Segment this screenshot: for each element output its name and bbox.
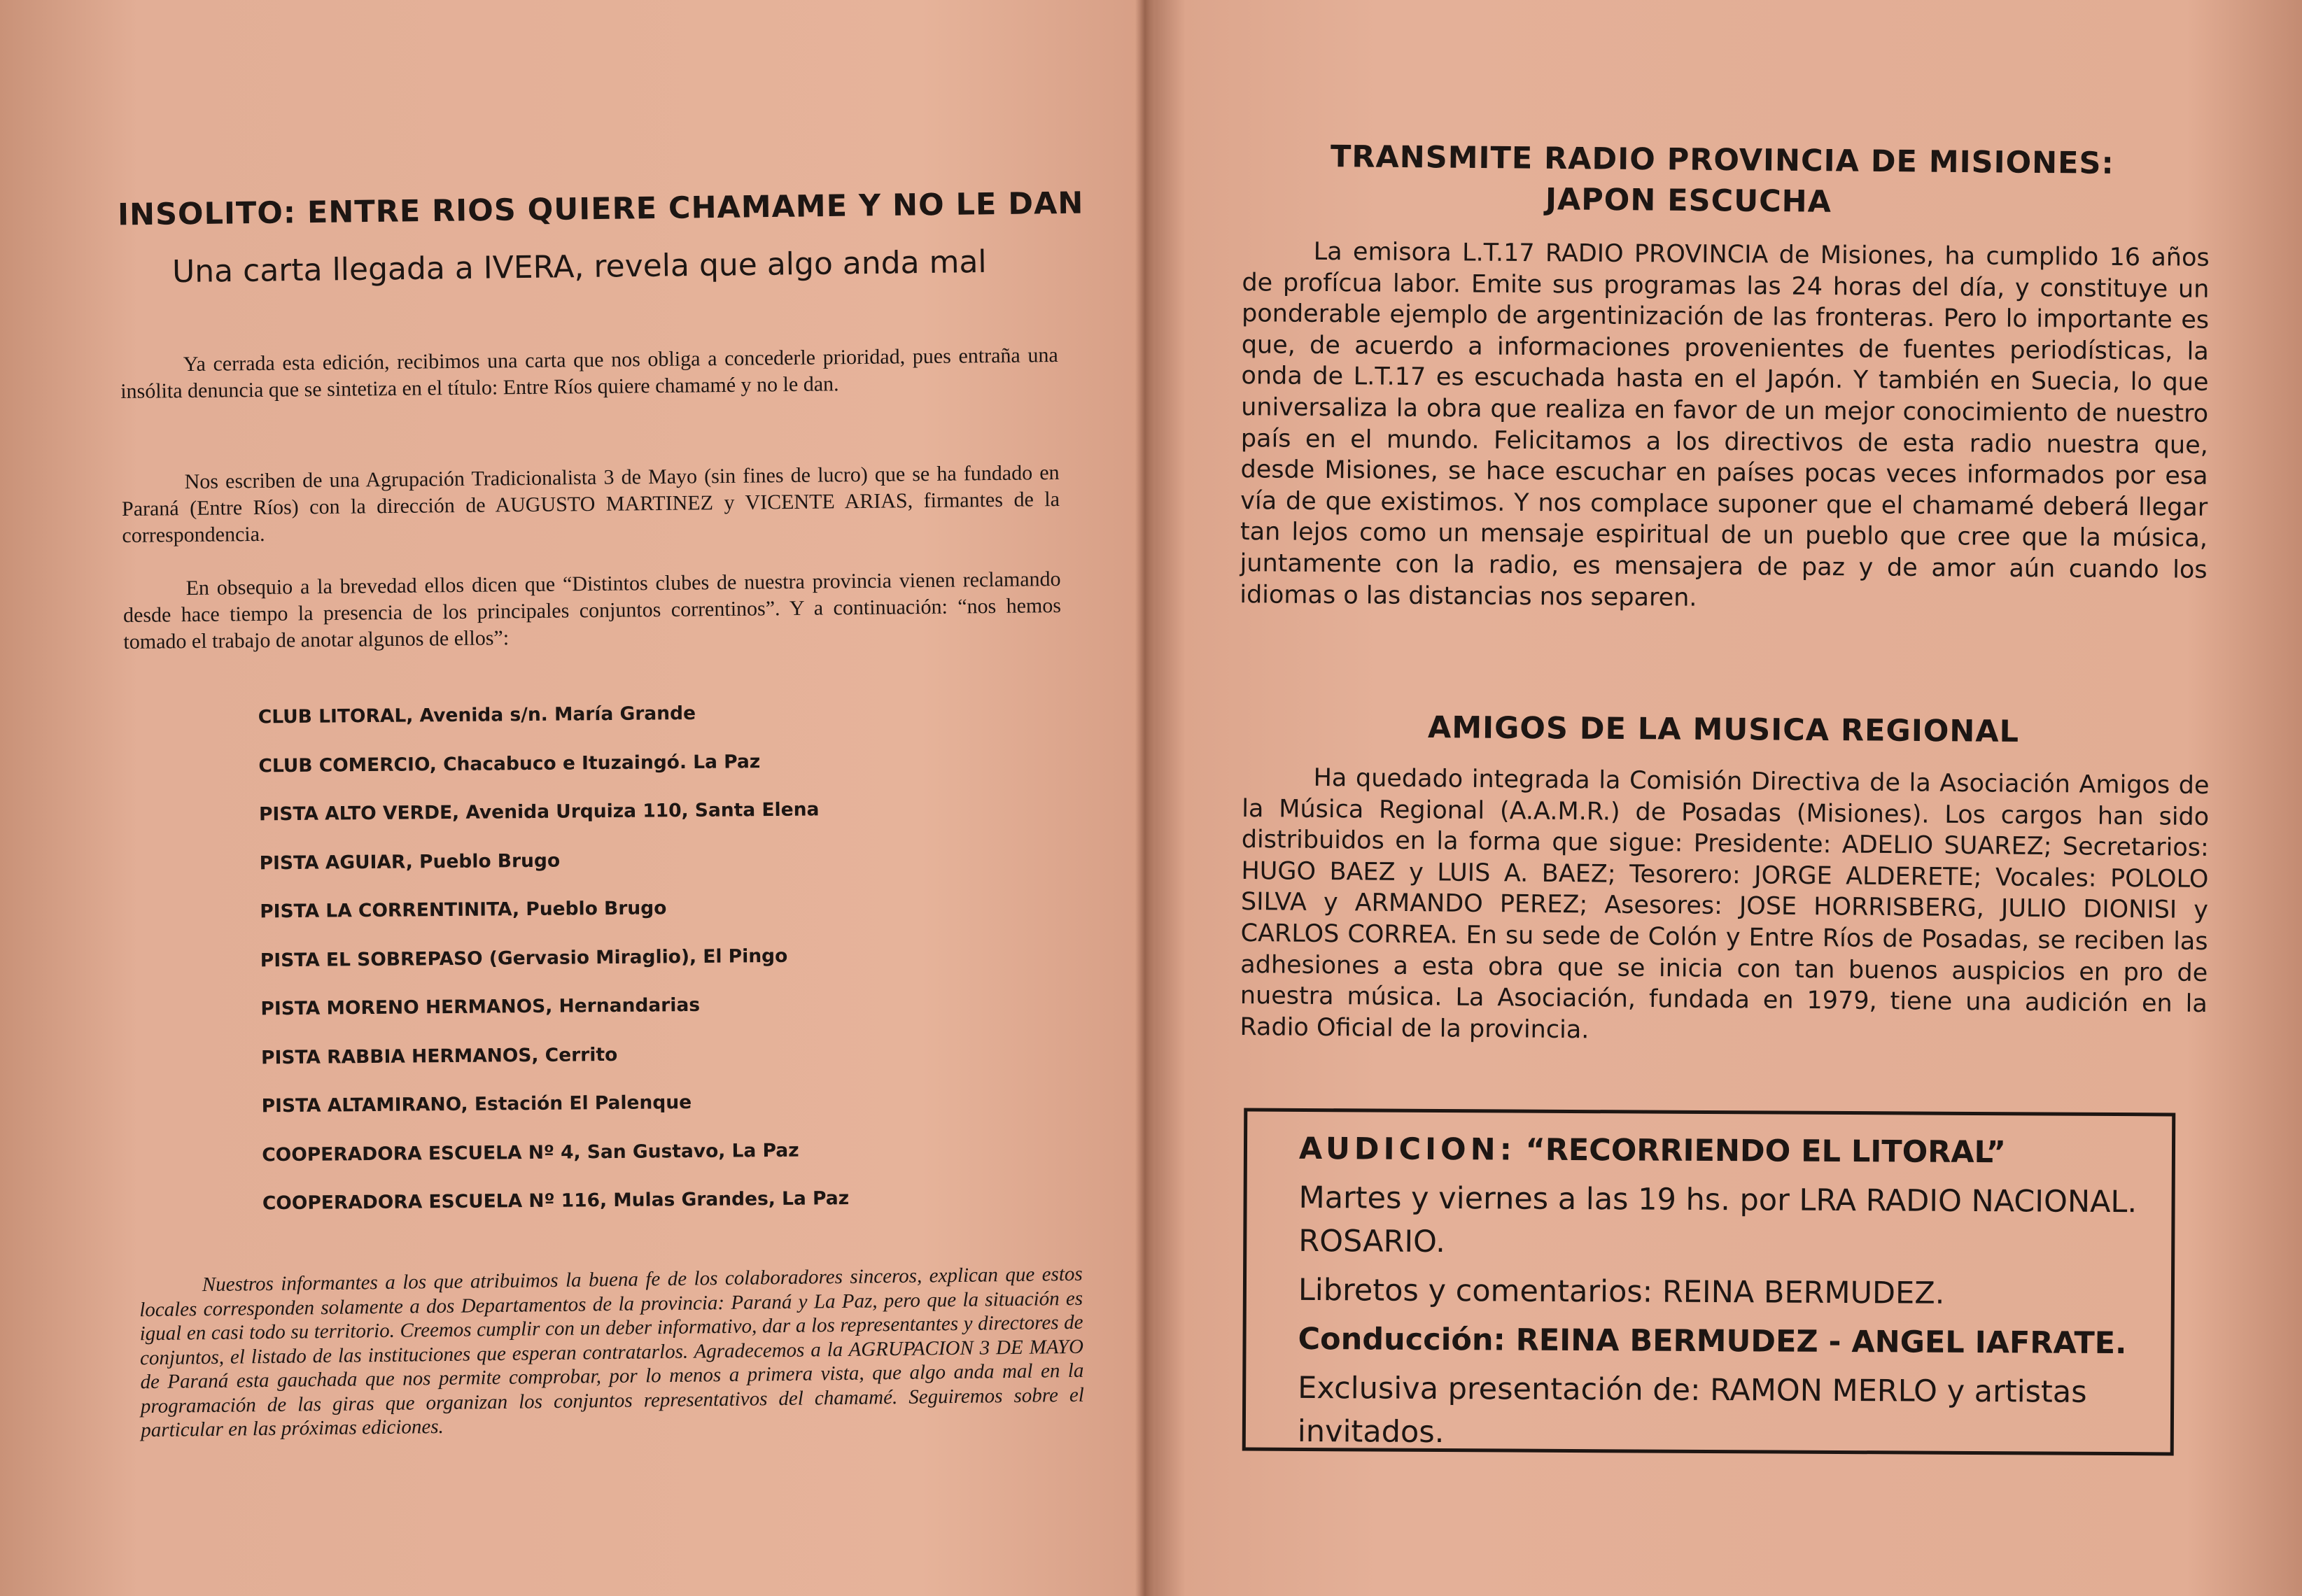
left-page [0, 0, 1148, 1596]
list-item: CLUB COMERCIO, Chacabuco e Ituzaingó. La Paz [258, 750, 761, 777]
list-item: COOPERADORA ESCUELA Nº 116, Mulas Grandes, La Paz [262, 1187, 850, 1215]
program-conduccion: Conducción: REINA BERMUDEZ - ANGEL IAFRATE. [1298, 1321, 2127, 1362]
list-item: PISTA EL SOBREPASO (Gervasio Miraglio), El Pingo [260, 945, 788, 971]
article-headline: INSOLITO: ENTRE RIOS QUIERE CHAMAME Y NO LE DAN [117, 185, 1084, 233]
article-paragraph: En obsequio a la brevedad ellos dicen que “Distintos clubes de nuestra provincia vienen reclamando desde hace tiempo la presencia de los principales conjuntos correntinos”. Y a continuación: “nos hemos tomado el trabajo de anotar algunos de ellos”: [122, 567, 1062, 654]
list-item: PISTA RABBIA HERMANOS, Cerrito [260, 1043, 618, 1068]
closing-note: Nuestros informantes a los que atribuimos la buena fe de los colaboradores sinceros, explican que estos locales corresponden solamente a dos Departamentos de la provincia: Paraná y La Paz, pero que la situación es igual en casi todo su territorio. Creemos cumplir con un deber informativo, dar a los representantes y directores de conjuntos, el listado de las instituciones que esperan contratarlos. Agradecemos a la AGRUPACION 3 DE MAYO de Paraná esta gauchada que nos permite comprobar, por lo menos a primera vista, que algo anda mal en la programación de las giras que organizan los conjuntos representativos del chamamé. Seguiremos sobre el particular en las próximas ediciones. [139, 1262, 1084, 1442]
section-heading: AMIGOS DE LA MUSICA REGIONAL [1427, 710, 2020, 749]
list-item: PISTA AGUIAR, Pueblo Brugo [259, 849, 561, 874]
article-subheadline: Una carta llegada a IVERA, revela que algo anda mal [171, 243, 987, 290]
venue-list [258, 700, 963, 1241]
program-label: AUDICION: [1298, 1131, 1516, 1168]
article-headline: JAPON ESCUCHA [1545, 182, 1832, 220]
program-title [1299, 1127, 2148, 1175]
article-paragraph: Ya cerrada esta edición, recibimos una carta que nos obliga a concederle prioridad, pues entraña una insólita denuncia que se sintetiza en el título: Entre Ríos quiere chamamé y no le dan. [120, 343, 1058, 404]
list-item: PISTA ALTO VERDE, Avenida Urquiza 110, Santa Elena [258, 798, 820, 826]
list-item: PISTA MORENO HERMANOS, Hernandarias [260, 994, 701, 1020]
program-announcement-box [1242, 1108, 2176, 1456]
list-item: COOPERADORA ESCUELA Nº 4, San Gustavo, La Paz [262, 1139, 799, 1166]
program-libretos: Libretos y comentarios: REINA BERMUDEZ. [1298, 1272, 1945, 1311]
article-paragraph: Nos escriben de una Agrupación Tradicionalista 3 de Mayo (sin fines de lucro) que se ha fundado en Paraná (Entre Ríos) con la dirección de AUGUSTO MARTINEZ y VICENTE ARIAS, firmantes de la correspondencia. [121, 460, 1060, 548]
article-headline: TRANSMITE RADIO PROVINCIA DE MISIONES: [1330, 139, 2114, 181]
article-paragraph: Ha quedado integrada la Comisión Directiva de la Asociación Amigos de la Música Regional (A.A.M.R.) de Posadas (Misiones). Los cargos han sido distribuidos en la forma que sigue: Presidente: ADELIO SUAREZ; Secretarios: HUGO BAEZ y LUIS A. BAEZ; Tesorero: JORGE ALDERETE; Vocales: POLOLO SILVA y ARMANDO PEREZ; Asesores: JOSE HORRISBERG, JULIO DIONISI y CARLOS CORREA. En su sede de Colón y Entre Ríos de Posadas, se reciben las adhesiones a esta obra que se inicia con tan buenos auspicios en pro de nuestra música. La Asociación, fundada en 1979, tiene una audición en la Radio Oficial de la provincia. [1240, 763, 2210, 1045]
program-presentacion: Exclusiva presentación de: RAMON MERLO y artistas invitados. [1297, 1370, 2087, 1450]
program-name: “RECORRIENDO EL LITORAL” [1525, 1132, 2007, 1171]
list-item: PISTA ALTAMIRANO, Estación El Palenque [261, 1091, 692, 1117]
article-paragraph: La emisora L.T.17 RADIO PROVINCIA de Misiones, ha cumplido 16 años de profícua labor. Emite sus programas las 24 horas del día, y constituye un ponderable ejemplo de argentinización de las fronteras. Pero lo importante es que, de acuerdo a informaciones provenientes de fuentes periodísticas, la onda de L.T.17 es escuchada hasta en el Japón. Y también en Suecia, lo que universaliza la obra que realiza en favor de un mejor conocimiento de nuestro país en el mundo. Felicitamos a los directivos de esta radio nuestra que, desde Misiones, se hace escuchar en países pocas veces informados por esa vía de que existimos. Y nos complace suponer que el chamamé deberá llegar tan lejos como un mensaje espiritual de un pueblo que cree que la música, juntamente con la radio, es mensajera de paz y de amor aún cuando los idiomas o las distancias nos separen. [1240, 237, 2210, 612]
list-item: CLUB LITORAL, Avenida s/n. María Grande [258, 702, 696, 728]
program-schedule: Martes y viernes a las 19 hs. por LRA RADIO NACIONAL. ROSARIO. [1298, 1180, 2138, 1260]
list-item: PISTA LA CORRENTINITA, Pueblo Brugo [260, 897, 667, 923]
